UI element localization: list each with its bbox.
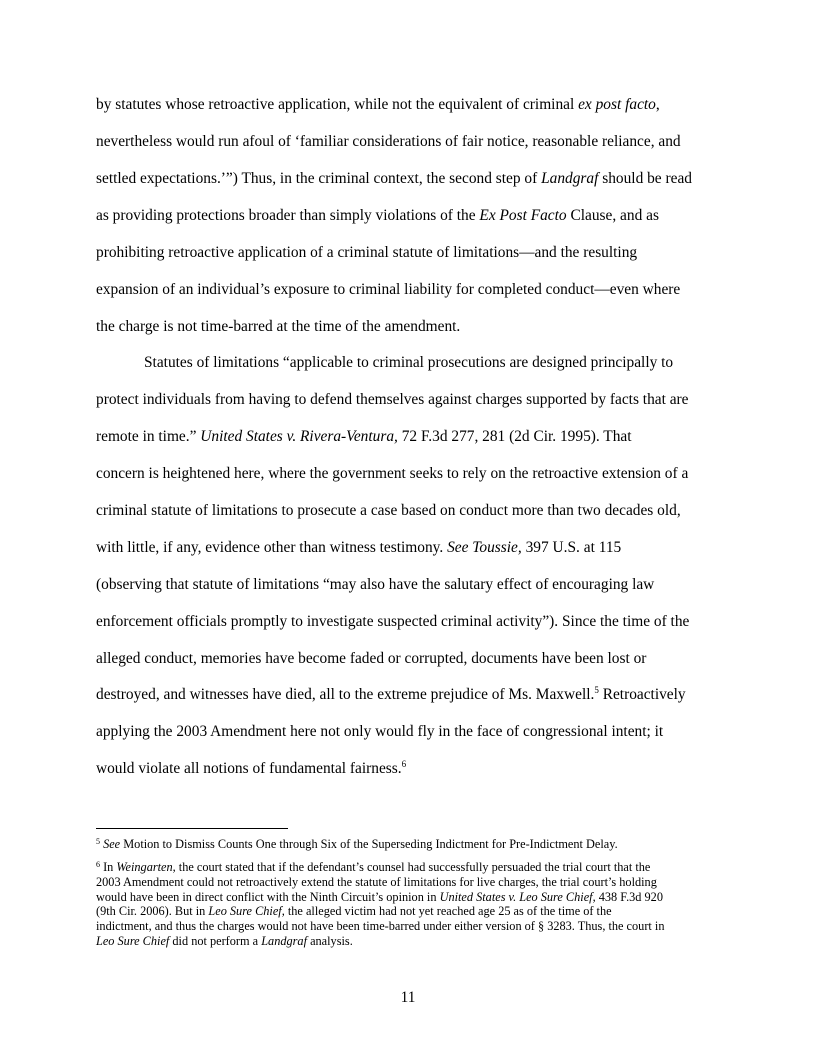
footnote-6 (96, 860, 720, 949)
body-line-13 (96, 539, 621, 557)
footnote-6-line-3 (96, 890, 720, 905)
footnote-ref-5[interactable]: 5 (594, 685, 599, 695)
body-line-18: applying the 2003 Amendment here not only would fly in the face of congressional intent; it (96, 723, 664, 740)
body-line-5: prohibiting retroactive application of a criminal statute of limitations—and the resulting (96, 244, 638, 261)
body-line-1 (96, 96, 660, 114)
case-name: Landgraf (261, 933, 307, 948)
footnote-ref-6[interactable]: 6 (401, 759, 407, 769)
footnote-5-line (96, 837, 720, 852)
text: , (655, 96, 660, 113)
case-name: Weingarten, (116, 860, 176, 874)
body-line-9: protect individuals from having to defend themselves against charges supported by facts that are (96, 391, 689, 408)
body-line-12: criminal statute of limitations to prosecute a case based on conduct more than two decades old, (96, 502, 681, 519)
text: with little, if any, evidence other than witness testimony. (96, 539, 448, 556)
text: remote in time.” (96, 428, 201, 445)
body-line-4 (96, 207, 659, 225)
case-citation: See Toussie, (447, 539, 522, 556)
footnote-6-line-6 (96, 934, 720, 949)
footnote-6-line-5: indictment, and thus the charges would not have been time-barred under either version of § 3283. Thus, the court in (96, 919, 665, 934)
body-line-7: the charge is not time-barred at the time of the amendment. (96, 318, 461, 335)
page-number: 11 (400, 989, 416, 1006)
text: 397 U.S. at 115 (521, 539, 622, 556)
body-line-8: Statutes of limitations “applicable to criminal prosecutions are designed principally to (144, 354, 674, 371)
footnote-5 (96, 837, 720, 852)
footnote-6-line-1 (96, 860, 720, 875)
text: as providing protections broader than simply violations of the (96, 207, 480, 224)
text: the court stated that if the defendant’s counsel had successfully persuaded the trial court that the (175, 860, 651, 874)
body-line-17 (96, 686, 686, 704)
text: Retroactively (598, 686, 686, 703)
body-line-19 (96, 760, 406, 778)
footnote-number: 5 (96, 837, 100, 846)
body-line-14: (observing that statute of limitations “may also have the salutary effect of encouraging law (96, 576, 655, 593)
italic-text: Landgraf (541, 170, 599, 187)
text: would violate all notions of fundamental fairness. (96, 760, 402, 777)
case-name: Leo Sure Chief (96, 933, 170, 948)
italic-text: ex post facto (578, 96, 656, 113)
italic-text: Ex Post Facto (479, 207, 567, 224)
body-line-11: concern is heightened here, where the government seeks to rely on the retroactive extension of a (96, 465, 689, 482)
body-line-2: nevertheless would run afoul of ‘familiar considerations of fair notice, reasonable reliance, and (96, 133, 681, 150)
text: did not perform a (169, 933, 262, 948)
text: should be read (598, 170, 692, 187)
text: by statutes whose retroactive application, while not the equivalent of criminal (96, 96, 579, 113)
footnote-separator (96, 828, 288, 829)
case-name: Leo Sure Chief, (208, 904, 285, 919)
body-line-15: enforcement officials promptly to investigate suspected criminal activity”). Since the time of the (96, 613, 690, 630)
text: 438 F.3d 920 (595, 889, 663, 904)
text: analysis. (307, 933, 353, 948)
text: In (100, 860, 117, 874)
body-line-16: alleged conduct, memories have become faded or corrupted, documents have been lost or (96, 650, 647, 667)
body-line-10 (96, 428, 632, 446)
footnote-number: 6 (96, 860, 100, 869)
footnote-6-line-4 (96, 904, 720, 919)
body-line-3 (96, 170, 692, 188)
case-citation: United States v. Rivera-Ventura, (200, 428, 398, 445)
text: Clause, and as (566, 207, 659, 224)
text: (9th Cir. 2006). But in (96, 904, 209, 919)
footnote-6-line-2: 2003 Amendment could not retroactively extend the statute of limitations for live charges, the trial court’s holding (96, 874, 657, 889)
text: destroyed, and witnesses have died, all to the extreme prejudice of Ms. Maxwell. (96, 686, 595, 703)
text: settled expectations.’”) Thus, in the criminal context, the second step of (96, 170, 542, 187)
signal-word: See (103, 837, 121, 851)
text: the alleged victim had not yet reached age 25 as of the time of the (284, 904, 612, 919)
case-name: United States v. Leo Sure Chief, (439, 889, 596, 904)
text: 72 F.3d 277, 281 (2d Cir. 1995). That (397, 428, 632, 445)
body-line-6: expansion of an individual’s exposure to criminal liability for completed conduct—even where (96, 281, 681, 298)
text: would have been in direct conflict with the Ninth Circuit’s opinion in (96, 889, 440, 904)
text: Motion to Dismiss Counts One through Six of the Superseding Indictment for Pre-Indictment Delay. (120, 837, 618, 851)
